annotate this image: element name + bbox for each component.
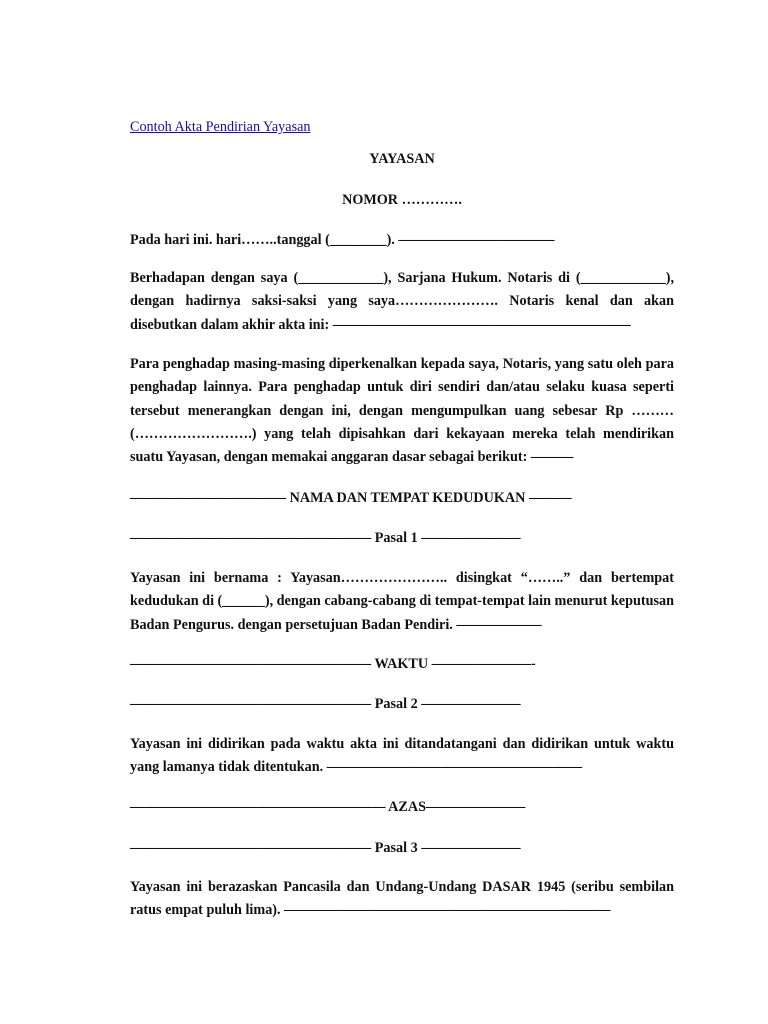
- section-azas: —————————————————— AZAS———————: [130, 799, 526, 815]
- pasal-2-heading: ————————————————— Pasal 2 ———————: [130, 696, 521, 712]
- pasal-1-heading: ————————————————— Pasal 1 ———————: [130, 530, 521, 546]
- paragraph-parties: Para penghadap masing-masing diperkenalkan kepada saya, Notaris, yang satu oleh para penghadap lainnya. Para penghadap untuk diri sendiri dan/atau selaku kuasa seperti tersebut menerangkan dengan ini, dengan mengumpulkan uang sebesar Rp ……… (…………………….) yang telah dipisahkan dari kekayaan mereka telah mendirikan suatu Yayasan, dengan memakai anggaran dasar sebagai berikut: ———: [130, 356, 674, 466]
- section-nama-tempat-kedudukan: ——————————— NAMA DAN TEMPAT KEDUDUKAN ———: [130, 490, 572, 506]
- heading-nomor: NOMOR ………….: [342, 192, 462, 208]
- paragraph-pasal-2: Yayasan ini didirikan pada waktu akta ini ditandatangani dan didirikan untuk waktu yang lamanya tidak ditentukan. ——————————————————: [130, 736, 674, 776]
- section-waktu: ————————————————— WAKTU ———————-: [130, 656, 536, 672]
- paragraph-notary: Berhadapan dengan saya (____________), Sarjana Hukum. Notaris di (____________), dengan hadirnya saksi-saksi yang saya…………………. Notaris kenal dan akan disebutkan dalam akhir akta ini: —————————————————————: [130, 270, 674, 333]
- paragraph-pasal-3: Yayasan ini berazaskan Pancasila dan Undang-Undang DASAR 1945 (seribu sembilan ratus empat puluh lima). ———————————————————————: [130, 879, 674, 919]
- heading-yayasan: YAYASAN: [369, 151, 435, 167]
- paragraph-date: Pada hari ini. hari……..tanggal (________). ———————————: [130, 232, 555, 248]
- document-title-link[interactable]: Contoh Akta Pendirian Yayasan: [130, 119, 311, 135]
- paragraph-pasal-1: Yayasan ini bernama : Yayasan………………….. disingkat “……..” dan bertempat kedudukan di (______), dengan cabang-cabang di tempat-tempat lain menurut keputusan Badan Pengurus. dengan persetujuan Badan Pendiri. ——————: [130, 570, 674, 633]
- pasal-3-heading: ————————————————— Pasal 3 ———————: [130, 840, 521, 856]
- document-page: [130, 0, 674, 1024]
